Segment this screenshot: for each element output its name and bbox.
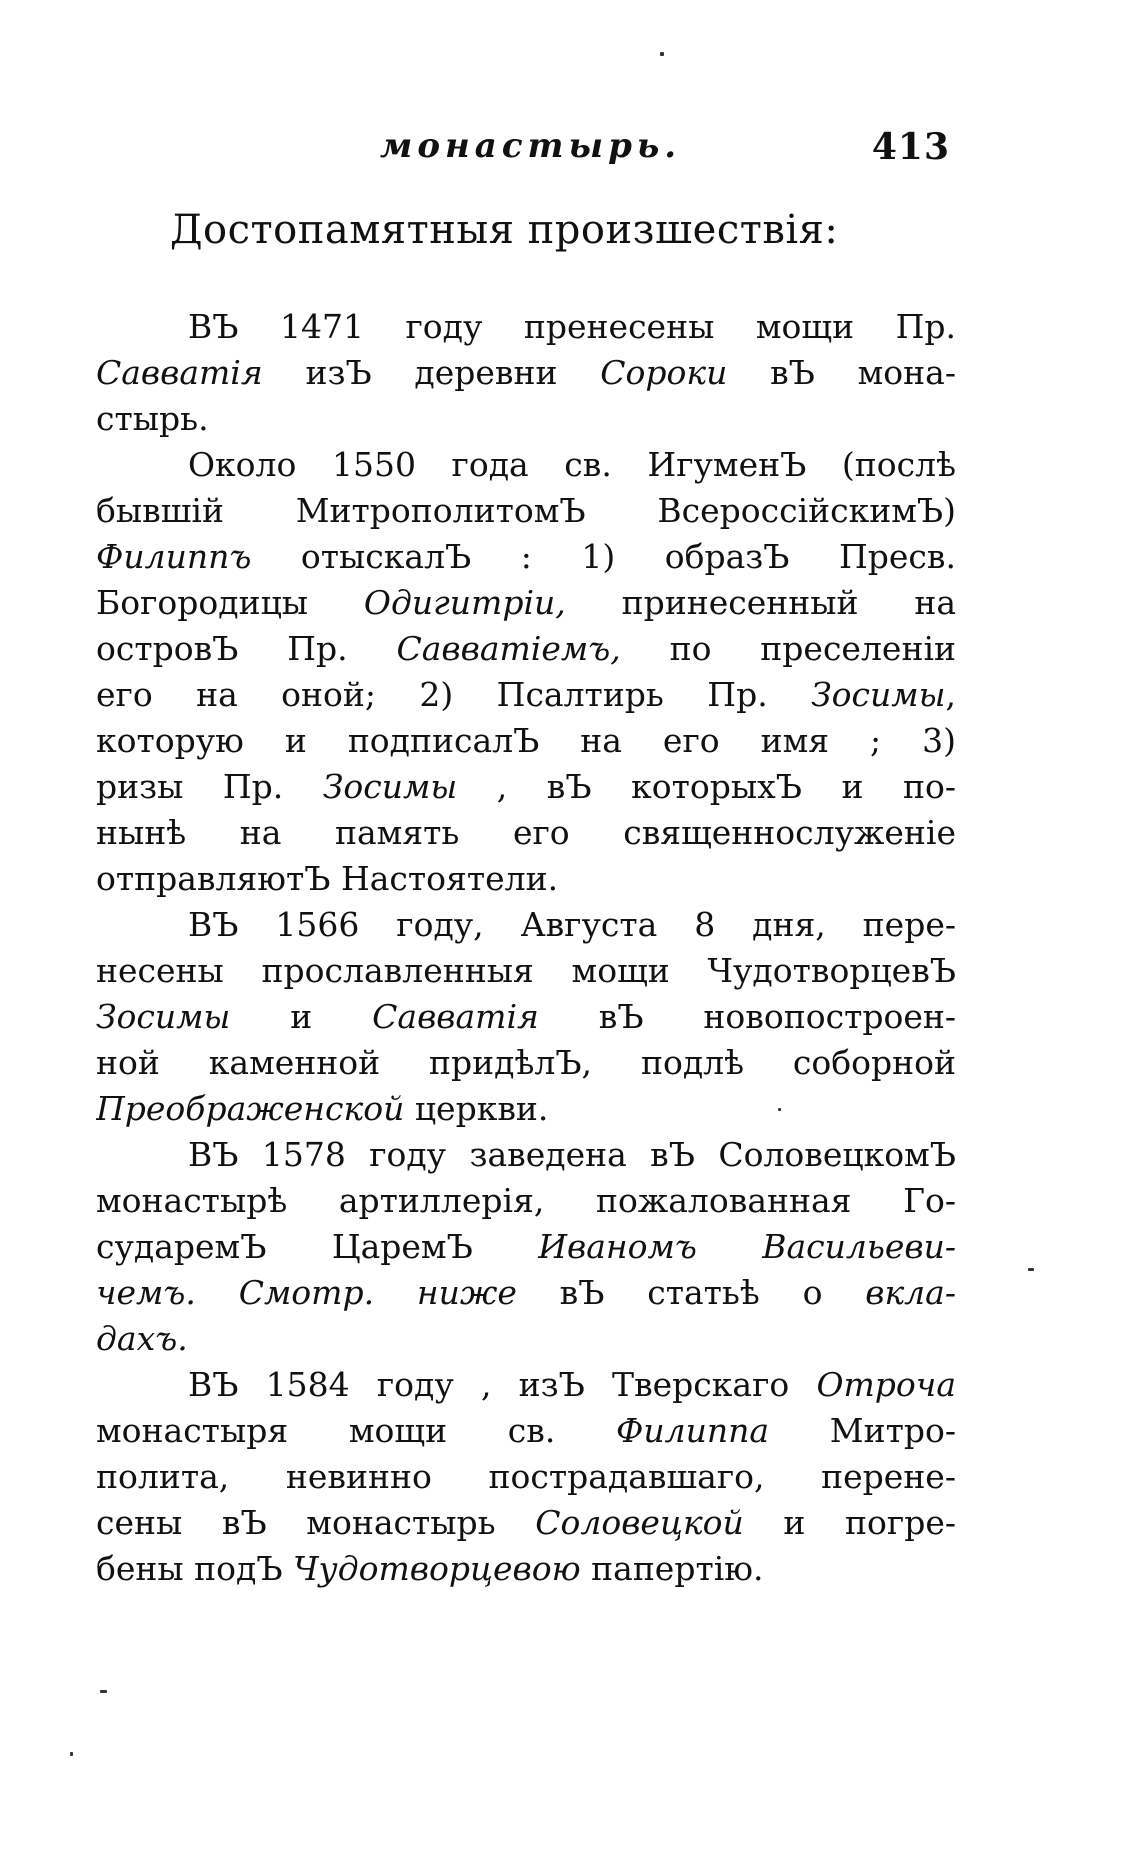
paragraph (96, 442, 956, 902)
text-run: его на оной; 2) Псалтирь Пр. (96, 675, 812, 714)
text-run: бывшій МитрополитомЪ ВсероссійскимЪ) (96, 491, 956, 530)
text-run: и (230, 997, 373, 1036)
italic-text: Соловецкой (535, 1503, 744, 1542)
text-line (96, 1362, 956, 1408)
scan-speck (70, 1752, 73, 1756)
text-run: , вЪ которыхЪ и по- (457, 767, 956, 806)
text-line (96, 1270, 956, 1316)
text-line (96, 764, 956, 810)
text-line (96, 718, 956, 764)
italic-text: Филиппа (616, 1411, 770, 1450)
text-line (96, 304, 956, 350)
text-run: монастырѣ артиллерія, пожалованная Го- (96, 1181, 956, 1220)
text-run: церкви. (404, 1089, 549, 1128)
scan-speck (1028, 1268, 1034, 1271)
italic-text: вкла- (865, 1273, 956, 1312)
body-text (96, 304, 956, 1592)
text-run: ВЪ 1578 году заведена вЪ СоловецкомЪ (188, 1135, 956, 1174)
text-line (96, 1500, 956, 1546)
text-run: полита, невинно пострадавшаго, перене- (96, 1457, 956, 1496)
text-run: , (945, 675, 956, 714)
text-line (96, 396, 956, 442)
text-line (96, 1132, 956, 1178)
text-line (96, 534, 956, 580)
text-run: изЪ деревни (262, 353, 601, 392)
italic-text: Филиппъ (96, 537, 252, 576)
italic-text: Зосимы (811, 675, 946, 714)
text-line (96, 810, 956, 856)
text-run: вЪ новопостроен- (538, 997, 956, 1036)
text-run: вЪ мона- (727, 353, 956, 392)
text-run: сены вЪ монастырь (96, 1503, 536, 1542)
italic-text: чемъ. Смотр. ниже (96, 1273, 517, 1312)
text-run: по преселеніи (620, 629, 956, 668)
text-run: отправляютЪ Настоятели. (96, 859, 559, 898)
text-line (96, 1316, 956, 1362)
text-run: ВЪ 1566 году, Августа 8 дня, пере- (188, 905, 956, 944)
text-run: монастыря мощи св. (96, 1411, 617, 1450)
text-run: ризы Пр. (96, 767, 323, 806)
italic-text: дахъ. (96, 1319, 188, 1358)
italic-text: Преображенской (96, 1089, 405, 1128)
text-line (96, 1224, 956, 1270)
italic-text: Савватіемъ, (396, 629, 621, 668)
text-run: принесенный на (565, 583, 956, 622)
text-run: и погре- (743, 1503, 956, 1542)
text-run: нынѣ на память его священнослуженіе (96, 813, 956, 852)
italic-text: Иваномъ Васильеви- (538, 1227, 956, 1266)
text-line (96, 1546, 956, 1592)
text-run: вЪ статьѣ о (516, 1273, 866, 1312)
text-line (96, 442, 956, 488)
text-run: ной каменной придѣлЪ, подлѣ соборной (96, 1043, 956, 1082)
text-line (96, 856, 956, 902)
text-run: стырь. (96, 399, 209, 438)
scan-speck (100, 1690, 107, 1693)
text-run: сударемЪ ЦаремЪ (96, 1227, 539, 1266)
italic-text: Сороки (600, 353, 728, 392)
section-heading: Достопамятныя произшествія: (170, 207, 839, 253)
text-line (96, 350, 956, 396)
paragraph (96, 304, 956, 442)
scan-speck (778, 1108, 781, 1111)
text-line (96, 948, 956, 994)
text-run: несены прославленныя мощи ЧудотворцевЪ (96, 951, 956, 990)
text-line (96, 626, 956, 672)
italic-text: Одигитріи, (363, 583, 566, 622)
text-line (96, 1178, 956, 1224)
text-line (96, 672, 956, 718)
page-number: 413 (871, 126, 950, 168)
text-line (96, 1040, 956, 1086)
text-line (96, 994, 956, 1040)
text-line (96, 580, 956, 626)
italic-text: Чудотворцевою (293, 1549, 581, 1588)
text-run: отыскалЪ : 1) образЪ Пресв. (251, 537, 956, 576)
italic-text: Савватія (372, 997, 539, 1036)
text-run: островЪ Пр. (96, 629, 397, 668)
page-header (380, 126, 960, 186)
text-line (96, 1454, 956, 1500)
paragraph (96, 1132, 956, 1362)
paragraph (96, 902, 956, 1132)
text-run: бены подЪ (96, 1549, 294, 1588)
text-run: Около 1550 года св. ИгуменЪ (послѣ (188, 445, 956, 484)
text-line (96, 488, 956, 534)
text-line (96, 902, 956, 948)
italic-text: Савватія (96, 353, 263, 392)
text-line (96, 1408, 956, 1454)
text-line (96, 1086, 956, 1132)
italic-text: Зосимы (322, 767, 458, 806)
text-run: Богородицы (96, 583, 364, 622)
italic-text: Зосимы (96, 997, 231, 1036)
scan-speck (660, 52, 664, 56)
running-title: монастырь. (380, 126, 682, 166)
text-run: Митро- (769, 1411, 956, 1450)
paragraph (96, 1362, 956, 1592)
text-run: ВЪ 1584 году , изЪ Тверскаго (188, 1365, 817, 1404)
text-run: папертію. (580, 1549, 764, 1588)
text-run: которую и подписалЪ на его имя ; 3) (96, 721, 956, 760)
text-run: ВЪ 1471 году пренесены мощи Пр. (188, 307, 956, 346)
italic-text: Отроча (816, 1365, 956, 1404)
